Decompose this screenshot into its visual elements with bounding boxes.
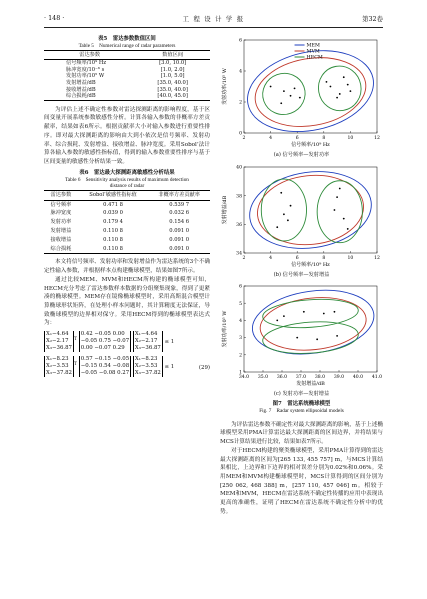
y-tick-label: 4 <box>239 319 242 325</box>
x-tick-label: 2 <box>242 136 246 141</box>
equation-number: (29) <box>198 365 210 372</box>
sample-point <box>280 192 282 194</box>
sample-point <box>290 95 292 97</box>
sample-point <box>283 316 285 318</box>
sample-point <box>299 97 301 99</box>
fig7-panel-c <box>220 282 383 390</box>
table6-row <box>44 245 210 254</box>
x-axis-label: 信号频率/10⁹ Hz <box>291 142 330 148</box>
plot-frame <box>244 286 377 372</box>
x-tick-label: 2 <box>242 255 246 261</box>
fig7-subcaption-b: (b) 信号频率—发射增益 <box>273 271 330 278</box>
fig7-panel-b <box>220 163 383 271</box>
sample-point <box>336 335 338 337</box>
left-column <box>44 36 210 377</box>
running-header <box>0 14 427 28</box>
sample-point <box>290 205 292 207</box>
table5-col2: 数值区间 <box>135 50 210 60</box>
x-tick-label: 10 <box>347 136 354 141</box>
sample-point <box>276 226 278 228</box>
fig7-subcaption-c: (c) 发射功率—发射增益 <box>273 391 330 398</box>
table5-row <box>44 93 210 100</box>
table5-row <box>44 73 210 80</box>
table5-param: 脉冲宽度/10⁻⁶ s <box>66 66 105 73</box>
table6-row <box>44 236 210 245</box>
table5-param: 发射功率/10⁵ W <box>66 73 105 80</box>
x-tick-label: 6 <box>295 136 299 141</box>
table5-param: 综合损耗/dB <box>44 93 135 100</box>
sample-point <box>343 76 345 78</box>
table6-contribution: 0.032 6 <box>169 210 190 217</box>
table6-contribution: 0.091 0 <box>148 245 210 254</box>
equation-block <box>44 331 210 377</box>
legend-label: MVM <box>306 49 320 55</box>
sample-point <box>287 219 289 221</box>
y-tick-label: 6 <box>239 38 242 44</box>
ellipse-hecm <box>262 319 360 357</box>
table6-col3: 非概率方差贡献率 <box>148 190 210 200</box>
table5-value: [1.0, 2.0] <box>160 66 185 73</box>
table5-value: [3.0, 10.0] <box>159 60 187 67</box>
y-tick-label: 1 <box>239 371 242 377</box>
ellipse-hecm <box>315 63 365 114</box>
table6-col2: Sobol’敏感性指标值 <box>78 190 149 200</box>
y-axis-label: 发射功率/10⁵ W <box>222 311 228 348</box>
y-axis-label: 发射增益/dB <box>222 195 228 224</box>
sample-point <box>296 337 298 339</box>
ellipse-hecm <box>261 179 306 241</box>
y-tick-label: 2 <box>239 100 242 106</box>
table6-param: 发射功率 <box>50 219 72 226</box>
fig7-title-en: Fig. 7 Radar system ellipsoidal models <box>259 408 344 415</box>
sample-point <box>350 90 352 92</box>
plot-frame <box>244 167 377 253</box>
table6-sobol: 0.110 8 <box>103 236 123 243</box>
y-tick-label: 0 <box>239 131 242 137</box>
table5-value: [1.0, 5.0] <box>160 73 185 80</box>
table5-title: 表5 雷达参数数值区间 <box>98 36 156 42</box>
y-axis-label: 发射功率/10⁵ W <box>222 68 228 105</box>
volume-label: 第32卷 <box>362 15 383 23</box>
equation-vector: X₁−8.23 X₂−3.53 X₃−37.82 <box>46 356 72 377</box>
table5-row <box>44 80 210 87</box>
table6-row <box>44 200 210 209</box>
table6-param: 接收增益 <box>50 236 72 243</box>
ellipse-hecm <box>262 297 359 331</box>
ellipse-mem <box>245 164 377 256</box>
sample-point <box>334 209 336 211</box>
y-tick-label: 6 <box>239 285 242 291</box>
equation-vector: X₁−4.64 X₂−2.17 X₃−36.87 <box>134 331 161 352</box>
table5-param: 信号频率/10⁹ Hz <box>66 60 107 67</box>
ellipse-hecm <box>257 67 311 120</box>
sample-point <box>343 217 345 219</box>
table5-param: 接收增益/dB <box>66 86 96 93</box>
journal-name: 工 程 设 计 学 报 <box>182 15 245 23</box>
sample-point <box>336 196 338 198</box>
page-number-header: · 148 · <box>44 14 65 22</box>
x-tick-label: 35.0 <box>257 375 269 381</box>
table6-sobol: 0.110 8 <box>103 228 123 235</box>
table6-sobol: 0.179 4 <box>103 219 123 226</box>
table6-sobol: 0.471 8 <box>103 201 123 208</box>
y-tick-label: 3 <box>239 336 242 342</box>
sample-point <box>280 102 282 104</box>
sample-point <box>323 313 325 315</box>
equation-matrix: 0.42 −0.05 0.00 −0.05 0.75 −0.07 0.00 −0.07 0.29 <box>80 331 130 352</box>
equation-vector: X₁−4.64 X₂−2.17 X₃−36.87 <box>46 331 72 352</box>
fig7-title: 图7 雷达系统椭球模型 <box>272 401 331 408</box>
sample-point <box>330 86 332 88</box>
table5-col1: 雷达参数 <box>44 50 135 60</box>
table6-sobol: 0.110 8 <box>78 245 149 254</box>
y-tick-label: 5 <box>239 302 242 308</box>
y-tick-label: 2 <box>239 353 242 359</box>
paragraph-pma: 为评估雷达参数不确定性对最大探测距离的影响，基于上述椭球模型采用PMA计算雷达最大探测距离的区间边界，并将结果与MCS计算结果进行比较，结果如表7所示。 <box>220 421 383 446</box>
x-tick-label: 34.0 <box>238 375 250 381</box>
y-tick-label: 36 <box>236 222 242 228</box>
x-tick-label: 4 <box>269 255 273 261</box>
table5 <box>44 50 210 101</box>
sample-point <box>347 84 349 86</box>
paragraph-results: 对于HECM构建的聚类椭球模型，采用PMA计算得到的雷达最大探测距离的区间为[265 133, 455 757] m，与MCS计算结果相比，上边界和下边界的相对误差分别为0.02%和0.06%。采用MEM和MVM构建椭球模型时，MCS计算得到的区间分别为[250 062, 468 388] m，[257 110, 457 046] m。相较于MEM和MVM，HECM在雷达系统不确定性传播的应用中表现出更高的准确性，证明了HECM在雷达系统不确定性分析中的优势。 <box>220 447 383 515</box>
sample-point <box>326 81 328 83</box>
sample-point <box>334 311 336 313</box>
table5-value: [40.0, 45.0] <box>135 93 210 100</box>
x-tick-label: 39.0 <box>333 375 345 381</box>
equation-vector: X₁−8.23 X₂−3.53 X₃−37.82 <box>134 356 161 377</box>
x-tick-label: 8 <box>322 136 326 141</box>
y-tick-label: 4 <box>239 69 242 75</box>
x-tick-label: 12 <box>374 136 380 141</box>
sample-point <box>276 320 278 322</box>
x-tick-label: 10 <box>347 255 354 261</box>
x-tick-label: 36.0 <box>276 375 288 381</box>
fig7-subcaption-a: (a) 信号频率—发射功率 <box>273 152 330 158</box>
y-tick-label: 38 <box>236 193 242 199</box>
legend-label: MEM <box>306 43 320 49</box>
table6-contribution: 0.154 6 <box>169 219 190 226</box>
ellipse-hecm <box>317 180 362 242</box>
sample-point <box>339 187 341 189</box>
sample-point <box>347 228 349 230</box>
fig7-panel-a <box>220 36 383 151</box>
sample-point <box>316 339 318 341</box>
table6-contribution: 0.091 0 <box>169 228 190 235</box>
sample-point <box>294 87 296 89</box>
table5-value: [35.0, 40.0] <box>157 79 188 86</box>
x-tick-label: 8 <box>322 255 326 261</box>
table6-row <box>44 209 210 218</box>
header-rule <box>44 27 383 28</box>
table6-param: 综合损耗 <box>44 245 78 254</box>
table5-param: 发射增益/dB <box>66 79 96 86</box>
x-tick-label: 41.0 <box>371 375 383 381</box>
x-tick-label: 6 <box>295 255 299 261</box>
sample-point <box>270 86 272 88</box>
table5-title-en: Table 5 Numerical range of radar parameters <box>78 43 176 49</box>
ellipse-mvm <box>250 49 372 134</box>
sample-point <box>303 311 305 313</box>
table6-title-en2: distance of radar <box>109 183 145 190</box>
table6-sobol: 0.039 0 <box>103 210 123 217</box>
x-axis-label: 信号频率/10⁹ Hz <box>291 261 330 268</box>
right-column <box>220 36 383 516</box>
equation-matrix: 0.57 −0.15 −0.05 −0.15 0.54 −0.08 −0.05 −0.08 0.27 <box>80 356 130 377</box>
paragraph-compare: 通过比较MEM、MVM和HECM所构建的椭球模型可知，HECM充分考虑了雷达参数样本数据的分组聚集现象，得到了更紧凑的椭球模型。MEM存在镜像椭球模型时，采用高斯混合模型计算椭球形状矩阵，在处理小样本问题时，其计算精度无法保证，导致椭球模型的边界相对保守。采用HECM得到的椭球模型表达式为： <box>44 276 210 327</box>
table6-param: 信号频率 <box>50 201 72 208</box>
table6-contribution: 0.539 7 <box>169 201 190 208</box>
x-tick-label: 37.0 <box>295 375 307 381</box>
table6-row <box>44 227 210 236</box>
x-tick-label: 38.0 <box>314 375 326 381</box>
x-tick-label: 12 <box>374 255 380 261</box>
x-tick-label: 4 <box>269 136 273 141</box>
x-axis-label: 发射增益/dB <box>296 381 325 388</box>
equation-2: X₁−8.23 X₂−3.53 X₃−37.82 $^T$ 0.57 −0.15 −0.05 −0.15 0.54 −0.08 −0.05 −0.08 0.27 X₁−8.23 X₂−3.53 X₃−37.82 ≤ 1 (29) <box>46 356 210 377</box>
equation-1: X₁−4.64 X₂−2.17 X₃−36.87 $^T$ 0.42 −0.05 0.00 −0.05 0.75 −0.07 0.00 −0.07 0.29 X₁−4.64 X₂−2.17 X₃−36.87 ≤ 1 <box>46 331 175 352</box>
x-tick-label: 40.0 <box>352 375 364 381</box>
table6-title: 表6 雷达最大探测距离敏感性分析结果 <box>79 169 175 176</box>
paragraph-sensitivity: 为评估上述不确定性参数对雷达探测距离的影响程度，基于区间变量开展系统参数敏感性分析。计算各输入参数的非概率方差贡献率，结果如表6所示。根据贡献率大小对输入参数进行重要性排序。即对最大探测距离的影响由大到小依次是信号频率、发射功率、综合损耗、发射增益、接收增益、脉冲宽度。采用Sobol’法计算各输入参数的敏感性指标值，得到的输入参数重要性排序与基于区间变量的敏感性分析结果一致。 <box>44 106 210 165</box>
table6-param: 脉冲宽度 <box>50 210 72 217</box>
paragraph-inputs: 本文将信号频率、发射功率和发射增益作为雷达系统的3个不确定性输入参数，并根据样本点构建椭球模型，结果如图7所示。 <box>44 259 210 275</box>
y-tick-label: 34 <box>236 251 242 257</box>
y-tick-label: 40 <box>236 165 242 171</box>
sample-point <box>283 90 285 92</box>
sample-point <box>336 97 338 99</box>
table6-param: 发射增益 <box>50 228 72 235</box>
legend-label: HECM <box>306 55 323 61</box>
table6-row <box>44 218 210 227</box>
table6-title-en: Table 6 Sensitivity analysis results of maximum detection <box>65 176 189 183</box>
sample-point <box>283 213 285 215</box>
table5-value: [35.0, 40.0] <box>157 86 188 93</box>
table6 <box>44 190 210 255</box>
ellipse-mvm <box>254 170 367 250</box>
table6-contribution: 0.091 0 <box>169 236 190 243</box>
table5-row <box>44 60 210 67</box>
table6-col1: 雷达参数 <box>44 190 78 200</box>
sample-point <box>339 93 341 95</box>
